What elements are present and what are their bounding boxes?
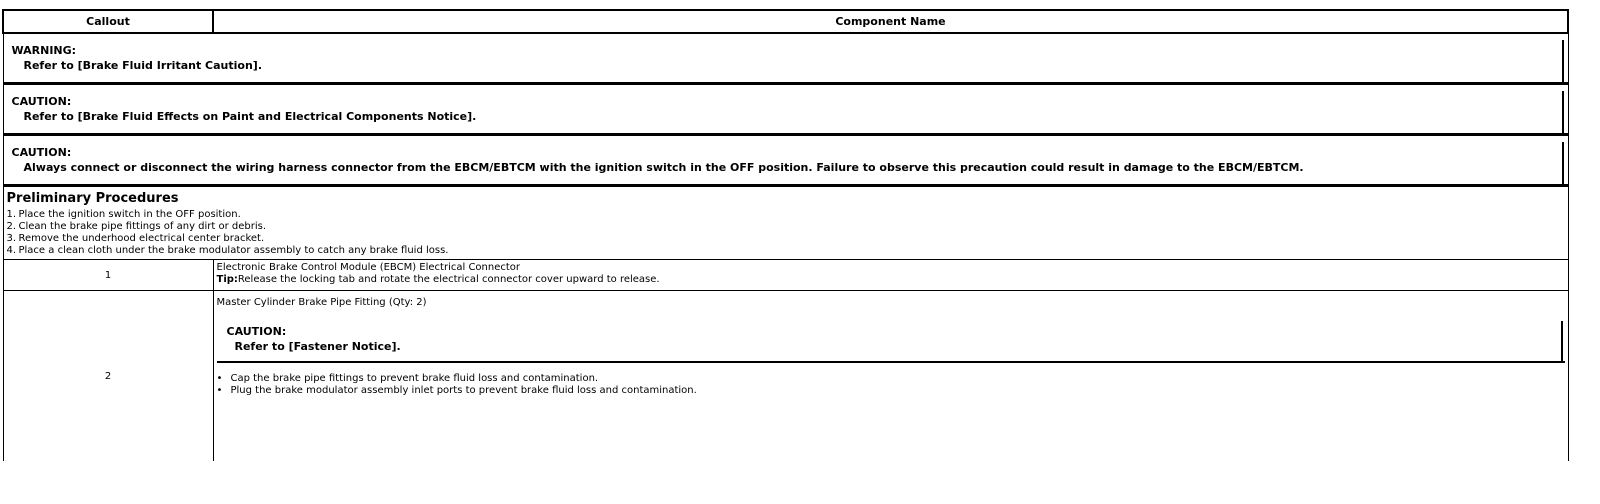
notice-right-bar <box>1562 142 1564 186</box>
callout-cell-1: 1 <box>3 260 213 291</box>
component-name-1: Electronic Brake Control Module (EBCM) Electrical Connector <box>216 262 521 273</box>
procedure-table <box>2 9 1569 461</box>
bullet-text: Plug the brake modulator assembly inlet ports to prevent brake fluid loss and contamination. <box>230 385 697 396</box>
step-number: 1. <box>6 209 17 220</box>
preliminary-step <box>7 245 1564 257</box>
step-number: 3. <box>6 233 17 244</box>
component-cell-2 <box>213 291 1568 462</box>
table-row-2 <box>3 291 1568 462</box>
step-text: Place a clean cloth under the brake modulator assembly to catch any brake fluid loss. <box>18 245 449 256</box>
tip-line <box>217 274 1565 286</box>
callout-header: Callout <box>3 10 213 33</box>
callout-cell-2: 2 <box>3 291 213 462</box>
bullet-list <box>217 363 1565 397</box>
step-text: Remove the underhood electrical center bracket. <box>18 233 265 244</box>
warning-notice <box>4 34 1568 84</box>
notice-right-bar <box>1562 91 1564 135</box>
fastener-caution-link[interactable]: Refer to [Fastener Notice]. <box>234 340 401 353</box>
preliminary-step <box>7 233 1564 245</box>
caution-cell-1 <box>3 85 1568 136</box>
caution-row-1 <box>3 85 1568 136</box>
warning-link-text[interactable]: Refer to [Brake Fluid Irritant Caution]. <box>23 59 262 72</box>
warning-heading: WARNING: <box>11 44 77 57</box>
component-name-header: Component Name <box>213 10 1568 33</box>
warning-cell <box>3 33 1568 85</box>
preliminary-row <box>3 187 1568 260</box>
bullet-icon: • <box>216 385 223 396</box>
caution-heading-2: CAUTION: <box>11 146 72 159</box>
component-name-2: Master Cylinder Brake Pipe Fitting (Qty: 2) <box>216 297 427 308</box>
caution-row-2 <box>3 136 1568 187</box>
notice-right-bar <box>1562 40 1564 84</box>
tip-label: Tip: <box>216 274 238 285</box>
preliminary-cell <box>3 187 1568 260</box>
caution-link-text-1[interactable]: Refer to [Brake Fluid Effects on Paint and Electrical Components Notice]. <box>23 110 477 123</box>
component-cell-1 <box>213 260 1568 291</box>
step-number: 4. <box>6 245 17 256</box>
caution-text-2: Always connect or disconnect the wiring harness connector from the EBCM/EBTCM with the ignition switch in the OFF position. Failure to observe this precaution could result in damage to the EBCM/EBTCM. <box>23 161 1304 174</box>
step-text: Clean the brake pipe fittings of any dirt or debris. <box>18 221 267 232</box>
caution-cell-2 <box>3 136 1568 187</box>
list-item <box>217 373 1565 385</box>
table-row-1 <box>3 260 1568 291</box>
bullet-text: Cap the brake pipe fittings to prevent brake fluid loss and contamination. <box>230 373 599 384</box>
caution-notice-2 <box>4 136 1568 186</box>
warning-row <box>3 33 1568 85</box>
step-text: Place the ignition switch in the OFF position. <box>18 209 241 220</box>
fastener-caution-heading: CAUTION: <box>226 325 287 338</box>
header-row <box>3 10 1568 33</box>
list-item <box>217 385 1565 397</box>
bullet-icon: • <box>216 373 223 384</box>
preliminary-procedures <box>4 187 1568 259</box>
tip-text: Release the locking tab and rotate the electrical connector cover upward to release. <box>237 274 660 285</box>
step-number: 2. <box>6 221 17 232</box>
caution-heading-1: CAUTION: <box>11 95 72 108</box>
procedure-table-container <box>2 9 1569 461</box>
caution-notice-1 <box>4 85 1568 135</box>
preliminary-step <box>7 209 1564 221</box>
preliminary-step <box>7 221 1564 233</box>
preliminary-title: Preliminary Procedures <box>6 191 179 206</box>
fastener-caution <box>217 319 1565 363</box>
notice-right-bar <box>1561 321 1563 363</box>
